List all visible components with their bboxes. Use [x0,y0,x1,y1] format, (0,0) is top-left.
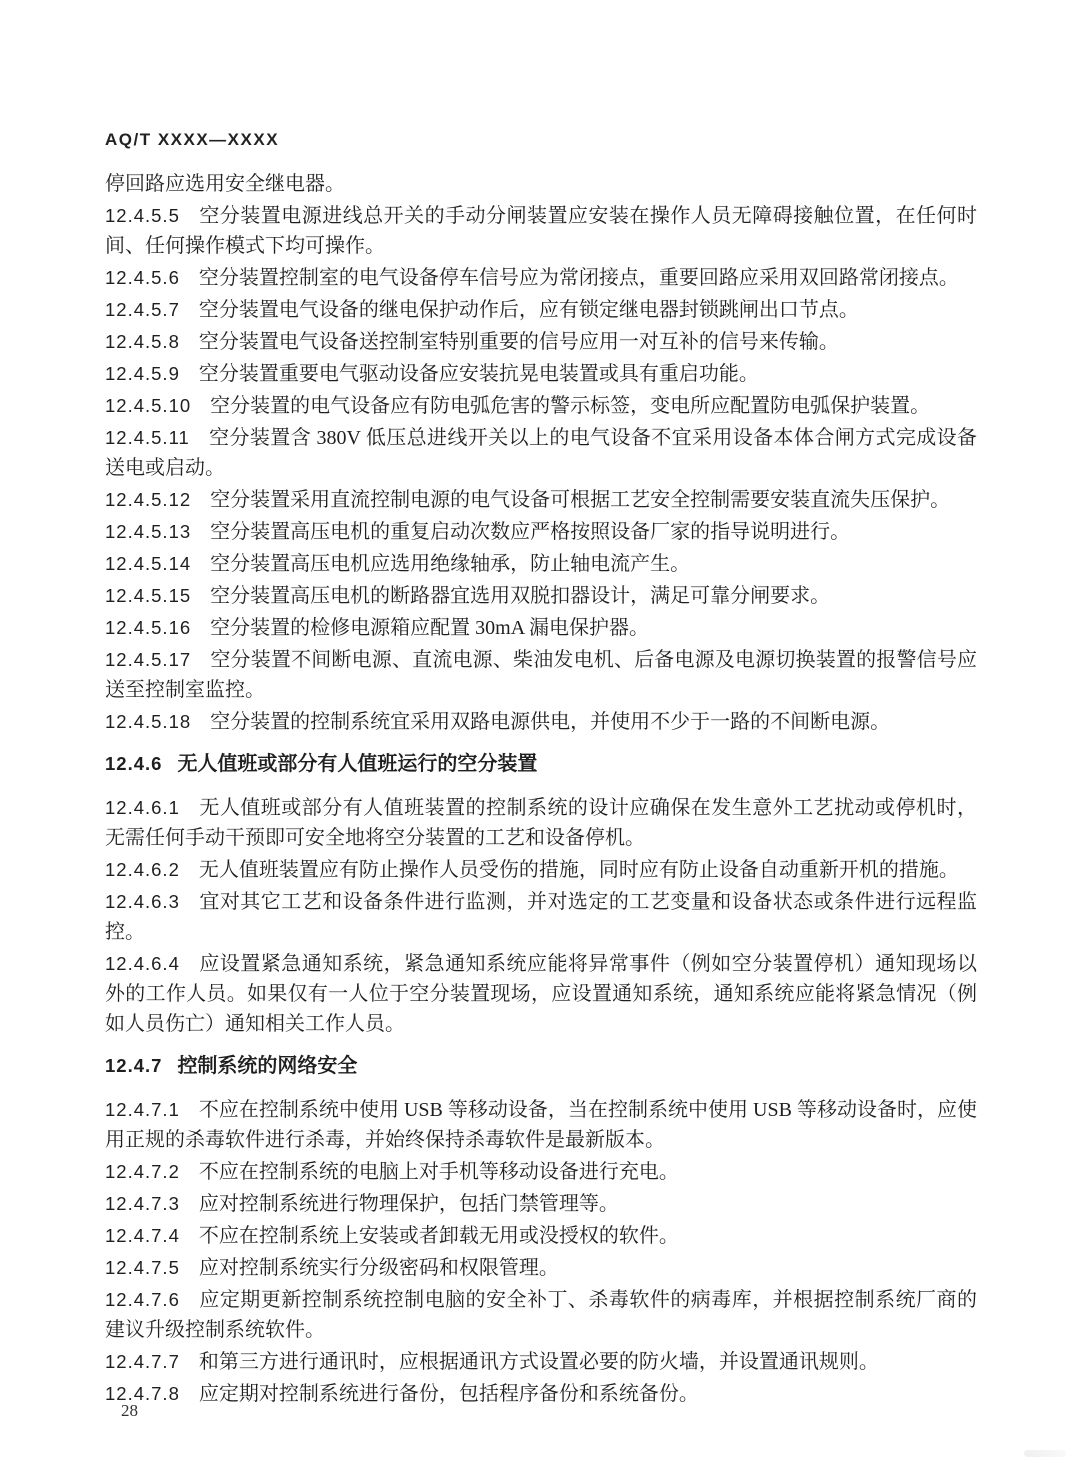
clause-number: 12.4.7.3 [105,1193,180,1214]
clause-text: 应对控制系统进行物理保护，包括门禁管理等。 [198,1193,619,1215]
clause-number: 12.4.5.11 [105,427,190,448]
section-heading [105,749,977,779]
clause-number: 12.4.5.10 [105,395,192,416]
clause-paragraph [105,295,977,325]
clause-number: 12.4.5.8 [105,331,180,352]
clause-number: 12.4.7.1 [105,1099,180,1120]
clause-text: 和第三方进行通讯时，应根据通讯方式设置必要的防火墙，并设置通讯规则。 [198,1351,879,1373]
clause-text: 控制系统的网络安全 [177,1055,358,1077]
clause-text: 空分装置的控制系统宜采用双路电源供电，并使用不少于一路的不间断电源。 [210,711,891,733]
clause-text: 空分装置采用直流控制电源的电气设备可根据工艺安全控制需要安装直流失压保护。 [210,489,951,511]
clause-number: 12.4.6.3 [105,891,180,912]
clause-number: 12.4.5.18 [105,711,192,732]
clause-number: 12.4.7.2 [105,1161,180,1182]
document-content [105,169,977,1411]
clause-number: 12.4.7 [105,1055,163,1076]
clause-paragraph [105,169,977,199]
clause-paragraph [105,707,977,737]
section-heading [105,1051,977,1081]
clause-number: 12.4.6.4 [105,953,180,974]
clause-number: 12.4.6.1 [105,797,180,818]
clause-number: 12.4.7.8 [105,1383,180,1404]
clause-number: 12.4.7.5 [105,1257,180,1278]
clause-text: 空分装置高压电机的重复启动次数应严格按照设备厂家的指导说明进行。 [210,521,851,543]
clause-text: 不应在控制系统中使用 USB 等移动设备，当在控制系统中使用 USB 等移动设备时，应使用正规的杀毒软件进行杀毒，并始终保持杀毒软件是最新版本。 [105,1099,977,1151]
clause-number: 12.4.6.2 [105,859,180,880]
clause-text: 空分装置电气设备送控制室特别重要的信号应用一对互补的信号来传输。 [198,331,839,353]
clause-text: 空分装置电源进线总开关的手动分闸装置应安装在操作人员无障碍接触位置，在任何时间、任何操作模式下均可操作。 [105,205,977,257]
clause-paragraph [105,1379,977,1409]
clause-paragraph [105,1347,977,1377]
clause-paragraph [105,359,977,389]
clause-text: 空分装置高压电机应选用绝缘轴承，防止轴电流产生。 [210,553,691,575]
clause-number: 12.4.5.9 [105,363,180,384]
clause-number: 12.4.5.13 [105,521,192,542]
page-number: 28 [121,1401,138,1420]
clause-paragraph [105,793,977,853]
clause-text: 空分装置的检修电源箱应配置 30mA 漏电保护器。 [210,617,650,639]
clause-number: 12.4.7.6 [105,1289,180,1310]
clause-number: 12.4.7.4 [105,1225,180,1246]
clause-number: 12.4.5.5 [105,205,180,226]
clause-text: 空分装置电气设备的继电保护动作后，应有锁定继电器封锁跳闸出口节点。 [198,299,859,321]
clause-paragraph [105,423,977,483]
clause-text: 停回路应选用安全继电器。 [105,173,345,195]
clause-paragraph [105,201,977,261]
clause-text: 应定期更新控制系统控制电脑的安全补丁、杀毒软件的病毒库，并根据控制系统厂商的建议升级控制系统软件。 [105,1289,977,1341]
clause-number: 12.4.5.14 [105,553,192,574]
clause-paragraph [105,1285,977,1345]
clause-text: 无人值班装置应有防止操作人员受伤的措施，同时应有防止设备自动重新开机的措施。 [198,859,959,881]
clause-text: 宜对其它工艺和设备条件进行监测，并对选定的工艺变量和设备状态或条件进行远程监控。 [105,891,977,943]
clause-paragraph [105,887,977,947]
clause-paragraph [105,645,977,705]
clause-paragraph [105,1157,977,1187]
clause-text: 不应在控制系统的电脑上对手机等移动设备进行充电。 [198,1161,679,1183]
clause-paragraph [105,1189,977,1219]
clause-paragraph [105,949,977,1039]
clause-paragraph [105,1253,977,1283]
clause-paragraph [105,391,977,421]
scan-artifact [1024,1450,1066,1457]
clause-paragraph [105,581,977,611]
clause-number: 12.4.7.7 [105,1351,180,1372]
clause-text: 空分装置含 380V 低压总进线开关以上的电气设备不宜采用设备本体合闸方式完成设备送电或启动。 [105,427,977,479]
clause-text: 空分装置高压电机的断路器宜选用双脱扣器设计，满足可靠分闸要求。 [210,585,831,607]
clause-text: 空分装置的电气设备应有防电弧危害的警示标签，变电所应配置防电弧保护装置。 [210,395,931,417]
clause-paragraph [105,1095,977,1155]
clause-number: 12.4.5.17 [105,649,192,670]
clause-number: 12.4.5.6 [105,267,180,288]
clause-paragraph [105,549,977,579]
clause-text: 应设置紧急通知系统，紧急通知系统应能将异常事件（例如空分装置停机）通知现场以外的工作人员。如果仅有一人位于空分装置现场，应设置通知系统，通知系统应能将紧急情况（例如人员伤亡）通知相关工作人员。 [105,953,977,1035]
clause-text: 不应在控制系统上安装或者卸载无用或没授权的软件。 [198,1225,679,1247]
clause-text: 无人值班或部分有人值班装置的控制系统的设计应确保在发生意外工艺扰动或停机时，无需任何手动干预即可安全地将空分装置的工艺和设备停机。 [105,797,977,849]
clause-number: 12.4.5.12 [105,489,192,510]
clause-paragraph [105,613,977,643]
clause-paragraph [105,263,977,293]
clause-paragraph [105,517,977,547]
clause-text: 应定期对控制系统进行备份，包括程序备份和系统备份。 [198,1383,699,1405]
clause-paragraph [105,485,977,515]
clause-text: 应对控制系统实行分级密码和权限管理。 [198,1257,559,1279]
clause-paragraph [105,327,977,357]
clause-number: 12.4.5.7 [105,299,180,320]
clause-number: 12.4.5.16 [105,617,192,638]
running-header: AQ/T XXXX—XXXX [105,130,280,149]
clause-text: 空分装置控制室的电气设备停车信号应为常闭接点，重要回路应采用双回路常闭接点。 [198,267,959,289]
clause-text: 空分装置不间断电源、直流电源、柴油发电机、后备电源及电源切换装置的报警信号应送至控制室监控。 [105,649,977,701]
clause-text: 无人值班或部分有人值班运行的空分装置 [177,753,538,775]
clause-paragraph [105,1221,977,1251]
clause-number: 12.4.6 [105,753,163,774]
clause-text: 空分装置重要电气驱动设备应安装抗晃电装置或具有重启功能。 [198,363,759,385]
clause-paragraph [105,855,977,885]
clause-number: 12.4.5.15 [105,585,192,606]
